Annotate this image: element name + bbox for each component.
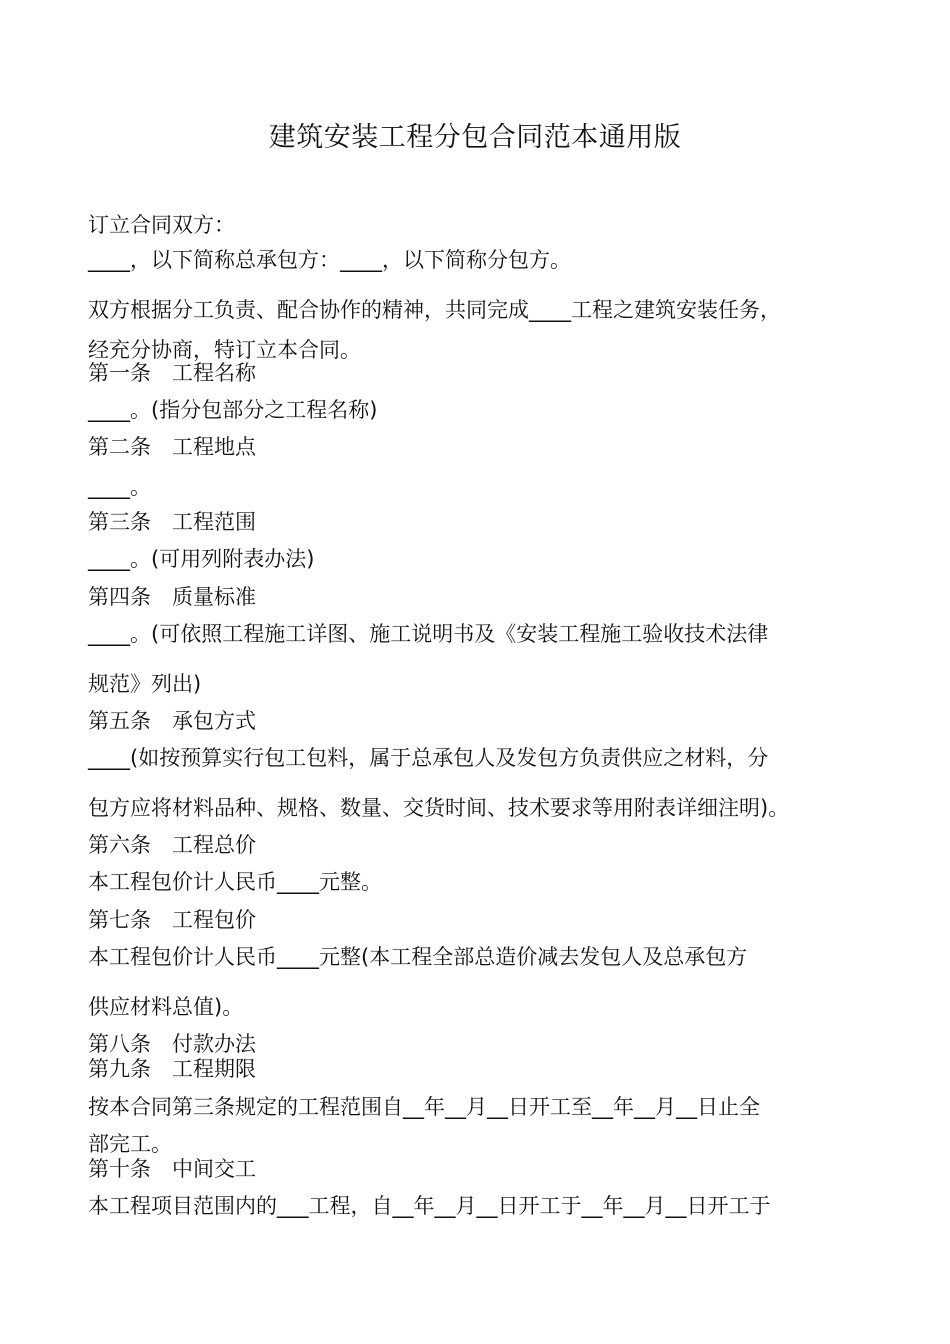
- article-3-heading: 第三条 工程范围: [88, 510, 256, 534]
- article-7-body-2: 供应材料总值)。: [88, 995, 244, 1019]
- preamble-line-2: 经充分协商，特订立本合同。: [88, 338, 361, 362]
- parties-heading: 订立合同双方：: [88, 213, 235, 237]
- article-10-heading: 第十条 中间交工: [88, 1157, 256, 1181]
- article-9-body-2: 部完工。: [88, 1132, 172, 1156]
- parties-line: ____，以下简称总承包方：____，以下简称分包方。: [88, 248, 571, 272]
- article-5-body-2: 包方应将材料品种、规格、数量、交货时间、技术要求等用附表详细注明)。: [88, 796, 790, 820]
- article-9-heading: 第九条 工程期限: [88, 1057, 256, 1081]
- article-8-heading: 第八条 付款办法: [88, 1032, 256, 1056]
- article-6-heading: 第六条 工程总价: [88, 833, 256, 857]
- article-9-body-1: 按本合同第三条规定的工程范围自__年__月__日开工至__年__月__日止全: [88, 1095, 760, 1119]
- article-4-heading: 第四条 质量标准: [88, 585, 256, 609]
- article-5-heading: 第五条 承包方式: [88, 709, 256, 733]
- article-6-body: 本工程包价计人民币____元整。: [88, 870, 382, 894]
- article-3-body: ____。(可用列附表办法): [88, 547, 315, 571]
- article-7-heading: 第七条 工程包价: [88, 908, 256, 932]
- article-2-heading: 第二条 工程地点: [88, 435, 256, 459]
- article-1-heading: 第一条 工程名称: [88, 361, 256, 385]
- article-10-body-1: 本工程项目范围内的___工程，自__年__月__日开工于__年__月__日开工于: [88, 1194, 771, 1218]
- document-title: 建筑安装工程分包合同范本通用版: [268, 122, 682, 153]
- article-4-body-1: ____。(可依照工程施工详图、施工说明书及《安装工程施工验收技术法律: [88, 622, 769, 646]
- article-7-body-1: 本工程包价计人民币____元整(本工程全部总造价减去发包人及总承包方: [88, 945, 748, 969]
- article-5-body-1: ____(如按预算实行包工包料，属于总承包人及发包方负责供应之材料，分: [88, 746, 769, 770]
- article-2-body: ____。: [88, 475, 151, 499]
- article-4-body-2: 规范》列出): [88, 672, 202, 696]
- preamble-line-1: 双方根据分工负责、配合协作的精神，共同完成____工程之建筑安装任务，: [88, 298, 781, 322]
- article-1-body: ____。(指分包部分之工程名称): [88, 398, 378, 422]
